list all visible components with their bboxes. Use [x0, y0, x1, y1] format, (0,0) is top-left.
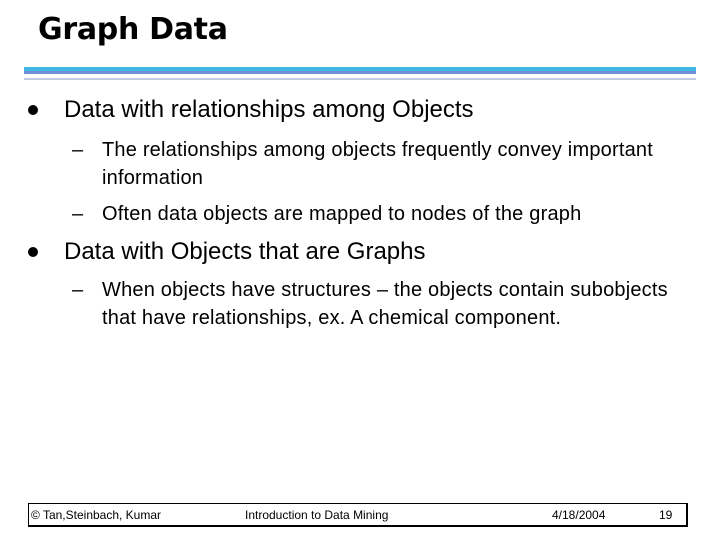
sub-bullet-dash: –	[72, 139, 84, 161]
bullet-text: Data with relationships among Objects	[64, 96, 474, 123]
footer-course-title: Introduction to Data Mining	[245, 508, 389, 522]
sub-bullet-dash: –	[72, 203, 84, 225]
bullet-dot-icon	[28, 105, 38, 115]
sub-bullet-text: When objects have structures – the objects contain subobjects that have relationships, ex. A chemical component.	[102, 279, 668, 329]
footer-date: 4/18/2004	[552, 508, 606, 522]
footer-page-number: 19	[659, 508, 673, 522]
slide-title: Graph Data	[38, 12, 228, 47]
bullet-text: Data with Objects that are Graphs	[64, 238, 426, 265]
slide-footer	[28, 503, 688, 527]
sub-bullet-dash: –	[72, 279, 84, 301]
bullet-dot-icon	[28, 247, 38, 257]
sub-bullet-text: Often data objects are mapped to nodes of the graph	[102, 203, 582, 225]
sub-bullet-text: The relationships among objects frequently convey important information	[102, 139, 653, 189]
underline-stripe-light	[24, 78, 696, 80]
footer-authors: © Tan,Steinbach, Kumar	[31, 508, 162, 522]
